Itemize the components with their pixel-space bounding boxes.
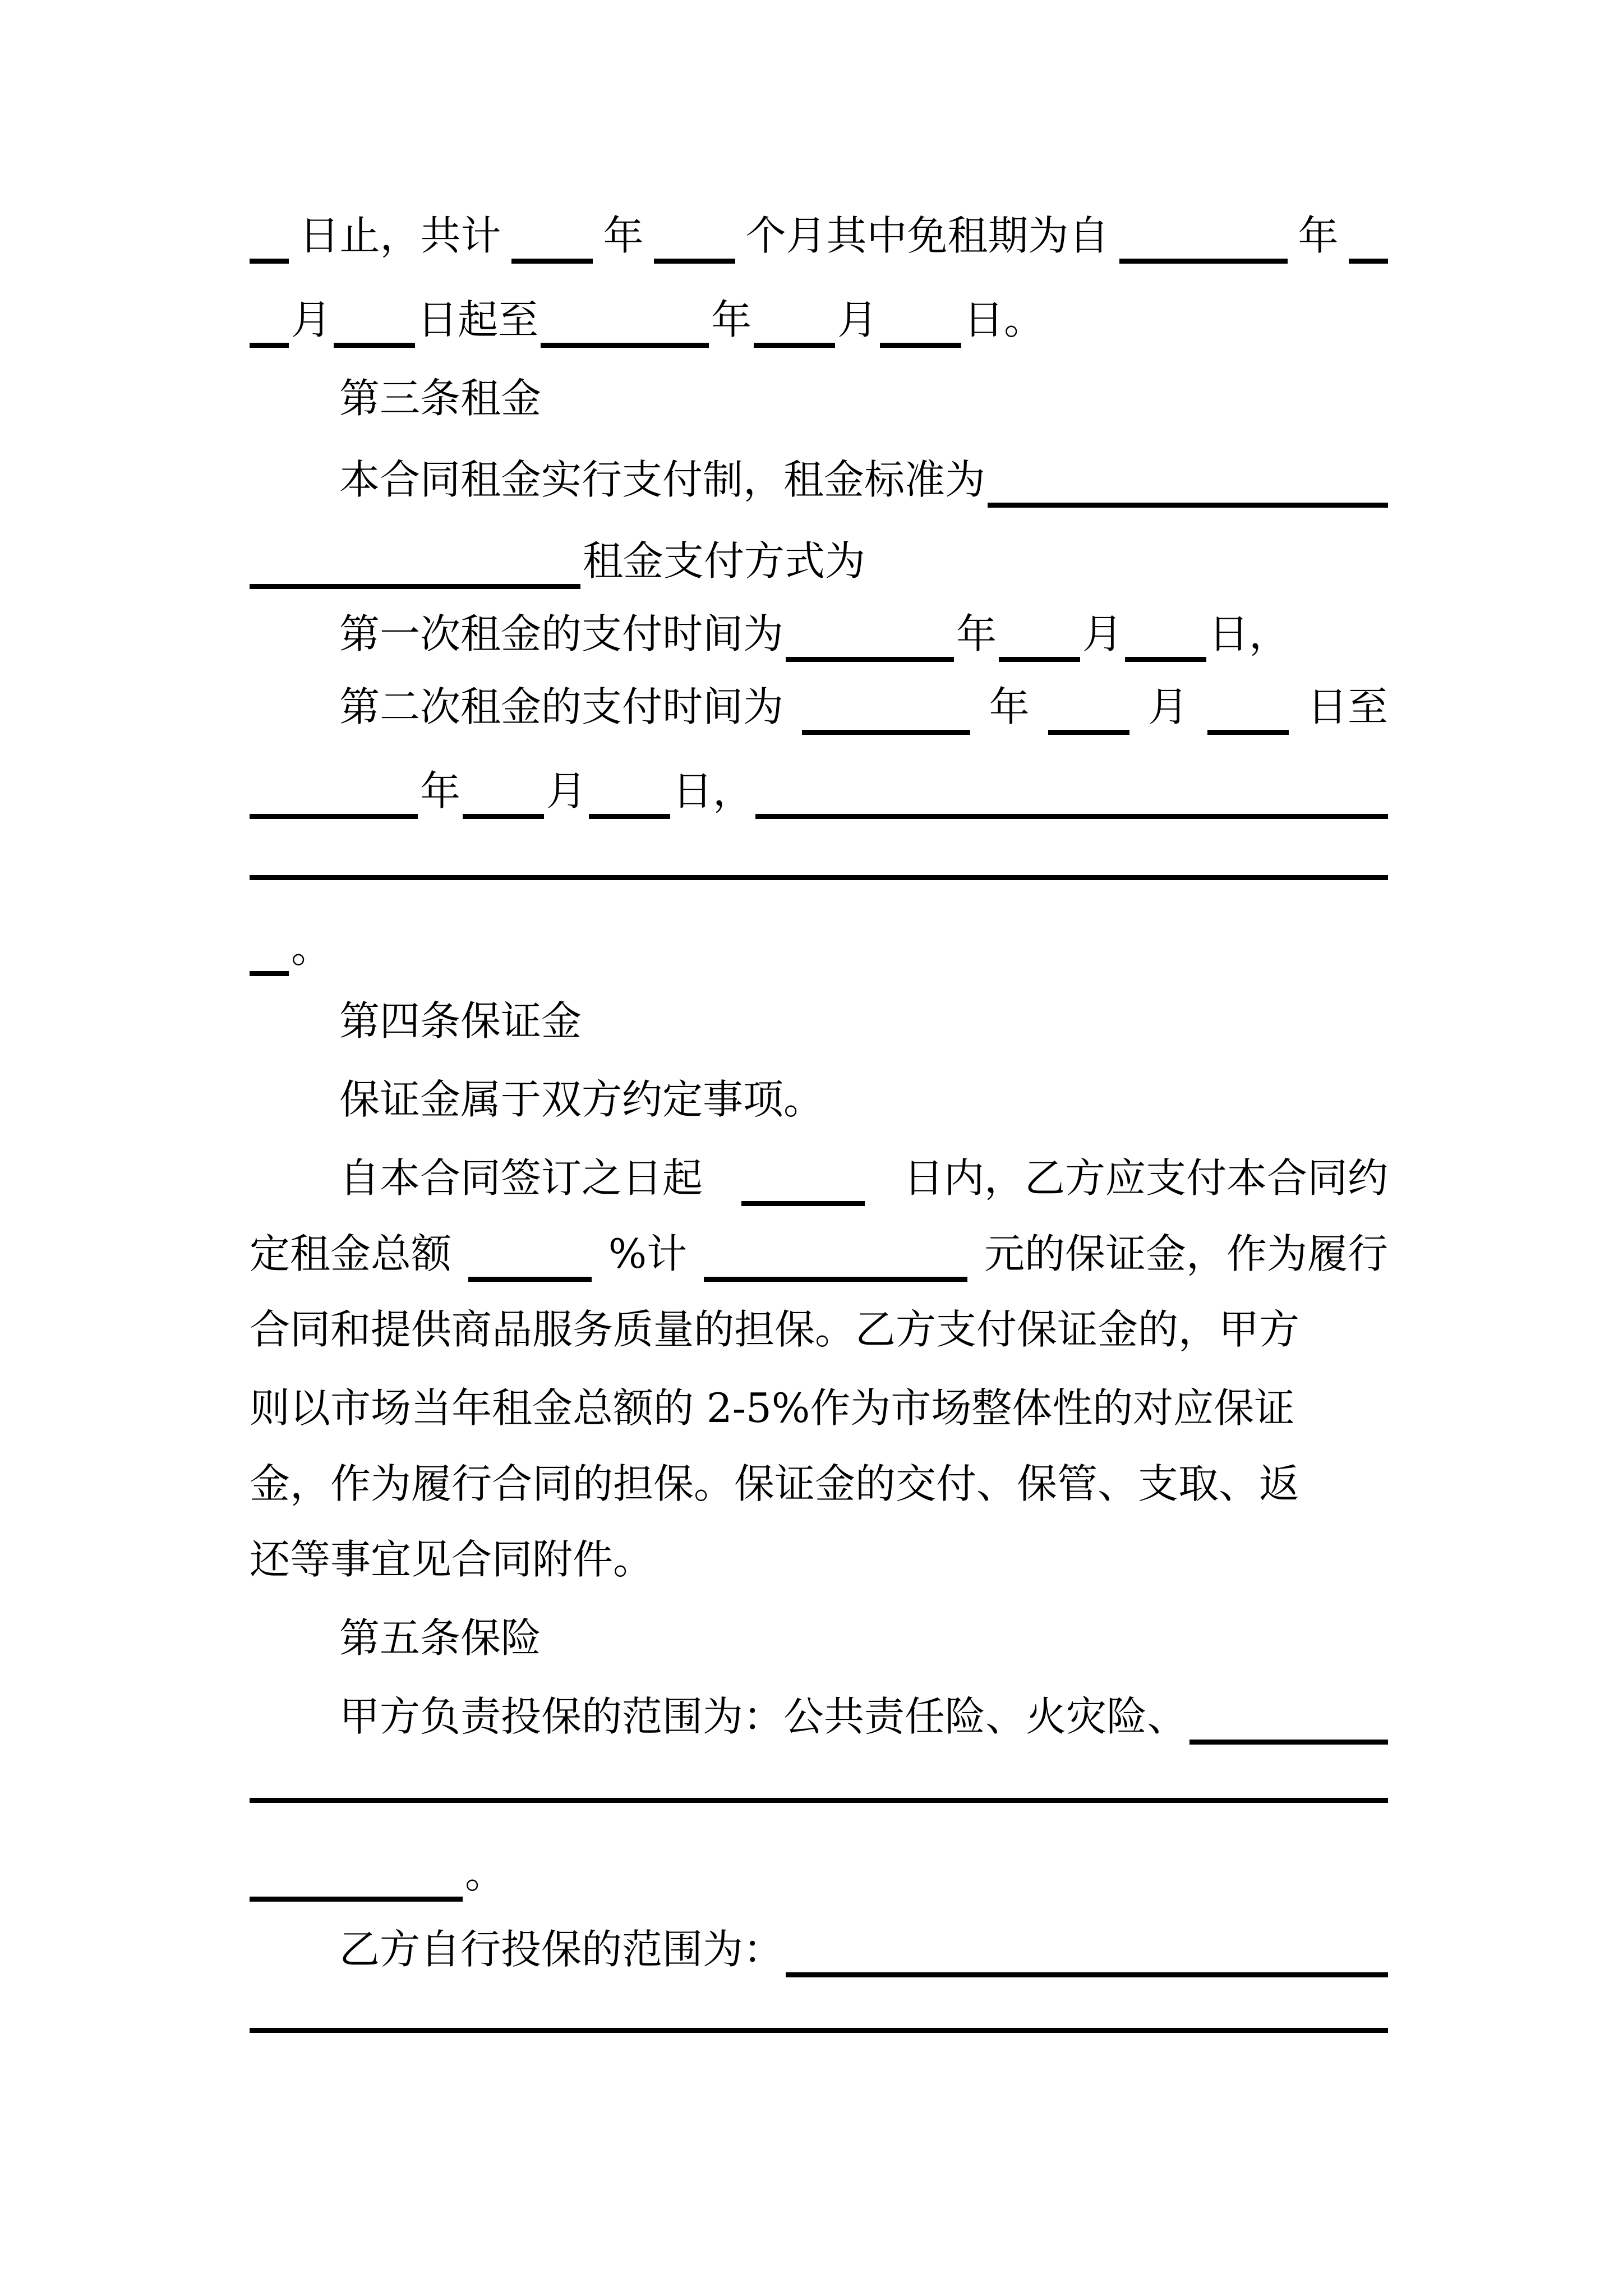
blank-field[interactable] <box>1125 622 1206 662</box>
blank-field[interactable] <box>1189 1705 1388 1745</box>
blank-field[interactable] <box>250 2028 1388 2033</box>
text-segment: 甲方负责投保的范围为：公共责任险、火灾险、 <box>339 1693 1188 1740</box>
blank-field[interactable] <box>1349 224 1388 264</box>
blank-field[interactable] <box>741 1166 865 1206</box>
blank-field[interactable] <box>463 779 544 819</box>
text-segment: 年 <box>420 767 461 815</box>
text-segment: 合同和提供商品服务质量的担保。乙方支付保证金的，甲方 <box>250 1306 1300 1353</box>
landlord-insurance-line <box>339 1688 1388 1745</box>
payment-method-line <box>250 533 1388 589</box>
text-segment: 则以市场当年租金总额的 2-5%作为市场整体性的对应保证 <box>250 1384 1295 1432</box>
text-segment: 年 <box>956 610 997 657</box>
blank-field[interactable] <box>880 308 961 348</box>
blank-field[interactable] <box>250 936 289 976</box>
deposit-text-line <box>250 1456 1388 1512</box>
text-segment: 月 <box>1148 683 1189 730</box>
landlord-insurance-end-line <box>250 1846 1388 1902</box>
text-segment: 日， <box>1209 610 1290 657</box>
article-3-title: 第三条租金 <box>339 375 542 422</box>
blank-field[interactable] <box>754 308 835 348</box>
text-segment: 年 <box>989 683 1030 730</box>
term-end-line <box>250 208 1388 264</box>
text-segment: 本合同租金实行支付制，租金标准为 <box>339 456 986 503</box>
blank-field[interactable] <box>786 1938 1388 1977</box>
blank-field[interactable] <box>250 308 289 348</box>
blank-field[interactable] <box>589 779 670 819</box>
blank-field[interactable] <box>654 224 735 264</box>
text-segment: 日， <box>672 767 754 815</box>
text-segment: 月 <box>291 296 332 343</box>
blank-field[interactable] <box>755 779 1388 819</box>
text-segment: 月 <box>1082 610 1123 657</box>
text-segment: 第二次租金的支付时间为 <box>339 683 784 730</box>
text-segment: 日至 <box>1307 683 1388 730</box>
deposit-intro-line: 保证金属于双方约定事项。 <box>339 1076 824 1123</box>
text-segment: 自本合同签订之日起 <box>339 1154 703 1202</box>
blank-field[interactable] <box>334 308 415 348</box>
text-segment: 日。 <box>963 296 1045 343</box>
deposit-text-line <box>250 1380 1388 1436</box>
text-segment: 日止，共计 <box>299 212 501 259</box>
blank-field[interactable] <box>250 1862 463 1902</box>
text-segment: 定租金总额 <box>250 1230 452 1277</box>
second-payment-line <box>339 679 1388 735</box>
first-payment-line <box>339 606 1388 662</box>
blank-field[interactable] <box>999 622 1080 662</box>
text-segment: 月 <box>546 767 587 815</box>
rent-free-period-line <box>250 292 1388 348</box>
text-segment: 乙方自行投保的范围为： <box>339 1926 784 1973</box>
text-segment: %计 <box>608 1230 688 1277</box>
text-segment: 日内，乙方应支付本合同约 <box>903 1154 1388 1202</box>
text-segment: 个月其中免租期为自 <box>745 212 1109 259</box>
blank-field[interactable] <box>802 695 970 735</box>
deposit-text-line <box>250 1301 1388 1358</box>
blank-field[interactable] <box>511 224 593 264</box>
blank-field[interactable] <box>250 875 1388 880</box>
blank-field[interactable] <box>1048 695 1129 735</box>
text-segment: 第一次租金的支付时间为 <box>339 610 784 657</box>
article-5-title: 第五条保险 <box>339 1614 542 1662</box>
deposit-amount-line <box>250 1226 1388 1282</box>
text-segment: 租金支付方式为 <box>583 537 866 585</box>
text-segment: 元的保证金，作为履行 <box>984 1230 1388 1277</box>
text-segment: 年 <box>603 212 644 259</box>
tenant-insurance-line <box>339 1921 1388 1977</box>
blank-field[interactable] <box>1207 695 1289 735</box>
blank-field[interactable] <box>786 622 954 662</box>
second-payment-end-line <box>250 763 1388 819</box>
blank-field[interactable] <box>988 468 1388 508</box>
blank-field[interactable] <box>250 224 289 264</box>
blank-field[interactable] <box>468 1242 592 1282</box>
blank-field[interactable] <box>704 1242 967 1282</box>
text-segment: 日起至 <box>417 296 539 343</box>
blank-field[interactable] <box>250 779 418 819</box>
rent-standard-line <box>339 452 1388 508</box>
text-segment: 。 <box>291 924 332 972</box>
text-segment: 。 <box>465 1850 506 1897</box>
rent-clause-end-line <box>250 920 1388 976</box>
text-segment: 月 <box>837 296 878 343</box>
blank-field[interactable] <box>1119 224 1288 264</box>
deposit-text-line: 还等事宜见合同附件。 <box>250 1536 654 1583</box>
article-4-title: 第四条保证金 <box>339 997 582 1045</box>
blank-field[interactable] <box>541 308 709 348</box>
text-segment: 年 <box>1298 212 1339 259</box>
blank-field[interactable] <box>250 549 580 589</box>
text-segment: 年 <box>711 296 752 343</box>
deposit-payment-line <box>339 1150 1388 1206</box>
blank-field[interactable] <box>250 1798 1388 1803</box>
text-segment: 金，作为履行合同的担保。保证金的交付、保管、支取、返 <box>250 1460 1300 1507</box>
